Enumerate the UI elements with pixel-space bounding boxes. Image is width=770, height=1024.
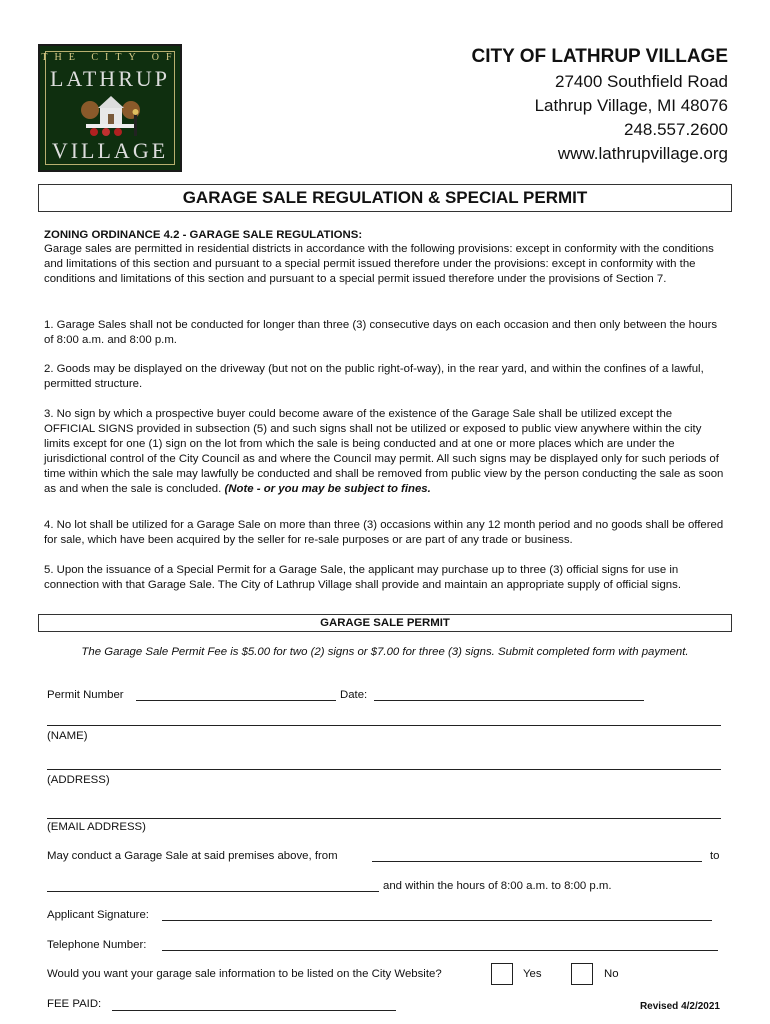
rule-2: 2. Goods may be displayed on the driveway (but not on the public right-of-way), in the rear yard, and within the confines of a lawful, permitted structure. [44,363,704,390]
ordinance-heading: ZONING ORDINANCE 4.2 - GARAGE SALE REGULATIONS: [44,229,363,241]
revision-date: Revised 4/2/2021 [639,1001,720,1012]
fee-note: The Garage Sale Permit Fee is $5.00 for two (2) signs or $7.00 for three (3) signs. Submit completed form with payment. [81,646,689,658]
telephone-field[interactable] [162,950,718,951]
email-label: (EMAIL ADDRESS) [47,821,146,833]
fee-paid-field[interactable] [112,1010,396,1011]
telephone-label: Telephone Number: [47,939,147,951]
permit-number-field[interactable] [136,700,336,701]
name-field[interactable] [47,725,721,726]
logo-text-top: THE CITY OF [41,52,179,63]
rule-1: 1. Garage Sales shall not be conducted for longer than three (3) consecutive days on each occasion and then only between the hours of 8:00 a.m. and 8:00 p.m. [44,319,718,346]
city-state-zip: Lathrup Village, MI 48076 [534,96,728,115]
address-field[interactable] [47,769,721,770]
no-label: No [604,968,619,980]
rule-4: 4. No lot shall be utilized for a Garage Sale on more than three (3) occasions within any 12 month period and no goods shall be offered for sale, which have been acquired by the seller for re-sale purposes or are part of any trade or business. [44,519,724,546]
rule-5: 5. Upon the issuance of a Special Permit for a Garage Sale, the applicant may purchase up to three (3) official signs for use in connection with that Garage Sale. The City of Lathrup Village shall provide and maintain an appropriate supply of official signs. [44,564,681,591]
website-url: www.lathrupvillage.org [557,144,728,163]
date-field[interactable] [374,700,644,701]
date-label: Date: [340,689,368,701]
rule-3-text: 3. No sign by which a prospective buyer could become aware of the existence of the Garage Sale shall be utilized except the OFFICIAL SIGNS provided in subsection (5) and such signs shall not be utilized or exposed to public view anywhere within the city limits except for one (1) sign on the lot from which the sale is being conducted and at one or more places which are under the jurisdictional control of the City Council as and where the Council may permit. All such signs may be displayed only for such periods of time within which the sale may lawfully be conducted and shall be removed from public view by the person conducting the sale as soon as and when the sale is concluded. [44,408,724,495]
website-question: Would you want your garage sale information to be listed on the City Website? [47,968,442,980]
address-label: (ADDRESS) [47,774,110,786]
logo-text-village: VILLAGE [51,138,169,163]
city-name: CITY OF LATHRUP VILLAGE [471,46,728,67]
email-field[interactable] [47,818,721,819]
permit-number-label: Permit Number [47,689,124,701]
conduct-label: May conduct a Garage Sale at said premises above, from [47,850,338,862]
document-title: GARAGE SALE REGULATION & SPECIAL PERMIT [38,184,732,212]
logo-text-lathrup: LATHRUP [49,66,170,91]
signature-label: Applicant Signature: [47,909,149,921]
to-label: to [710,850,720,862]
phone-number: 248.557.2600 [624,120,728,139]
hours-label: and within the hours of 8:00 a.m. to 8:00 p.m. [383,880,612,892]
logo-house-scene-icon [80,94,142,138]
name-label: (NAME) [47,730,88,742]
end-date-field[interactable] [47,891,379,892]
rule-3-note: (Note - or you may be subject to fines. [224,483,431,495]
ordinance-intro: Garage sales are permitted in residential districts in accordance with the following provisions: except in conformity with the conditions and limitations of this section and pursuant to a special permit issued therefore under the provisions: except in conformity with the conditions and limitations of this section and pursuant to a special permit issued therefore under the provisions of Section 7. [44,243,714,285]
start-date-field[interactable] [372,861,702,862]
yes-checkbox[interactable] [491,963,513,985]
permit-heading: GARAGE SALE PERMIT [38,614,732,632]
fee-paid-label: FEE PAID: [47,998,102,1010]
no-checkbox[interactable] [571,963,593,985]
city-logo [38,44,182,172]
signature-field[interactable] [162,920,712,921]
yes-label: Yes [523,968,542,980]
street-address: 27400 Southfield Road [555,72,728,91]
rule-3 [44,407,724,497]
